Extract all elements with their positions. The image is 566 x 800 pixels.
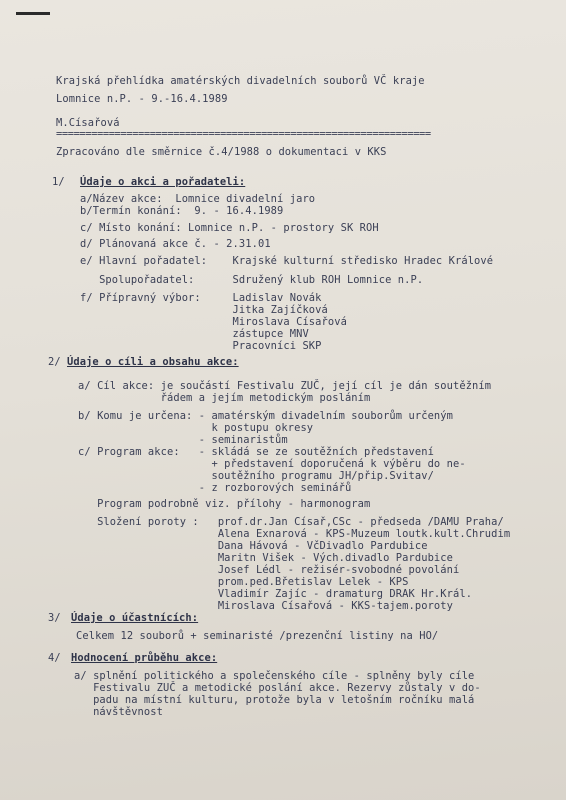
section1-number: 1/ bbox=[52, 176, 65, 188]
section1-line: e/ Hlavní pořadatel: Krajské kulturní středisko Hradec Králové bbox=[80, 255, 494, 267]
section4-number: 4/ bbox=[48, 652, 61, 664]
section2-line: prom.ped.Břetislav Lelek - KPS bbox=[78, 576, 409, 588]
section2-line: Dana Hávová - VčDivadlo Pardubice bbox=[78, 540, 428, 552]
section1-heading: Údaje o akci a pořadateli: bbox=[80, 176, 246, 188]
section1-line: Miroslava Císařová bbox=[80, 316, 347, 328]
section2-line: - z rozborových seminářů bbox=[78, 482, 352, 494]
section2-number: 2/ bbox=[48, 356, 61, 368]
section2-line: k postupu okresy bbox=[78, 422, 314, 434]
section2-line: Program podrobně viz. přílohy - harmonogram bbox=[78, 498, 371, 510]
section1-line: d/ Plánovaná akce č. - 2.31.01 bbox=[80, 238, 271, 250]
section3-number: 3/ bbox=[48, 612, 61, 624]
section4-line: návštěvnost bbox=[74, 706, 163, 718]
section3-line: Celkem 12 souborů + seminaristé /prezenční listiny na HO/ bbox=[76, 630, 439, 642]
directive-note: Zpracováno dle směrnice č.4/1988 o dokumentaci v KKS bbox=[56, 146, 387, 158]
section1-line: Spolupořadatel: Sdružený klub ROH Lomnice n.P. bbox=[80, 274, 424, 286]
section2-line: řádem a jejím metodickým posláním bbox=[78, 392, 371, 404]
section1-line: Pracovníci SKP bbox=[80, 340, 322, 352]
section2-line: a/ Cíl akce: je součástí Festivalu ZUČ, její cíl je dán soutěžním bbox=[78, 380, 492, 392]
section3-heading: Údaje o účastnících: bbox=[71, 612, 199, 624]
author-name: M.Císařová bbox=[56, 117, 120, 129]
section2-line: soutěžního programu JH/přip.Svitav/ bbox=[78, 470, 434, 482]
section1-line: a/Název akce: Lomnice divadelní jaro bbox=[80, 193, 316, 205]
section2-line: Složení poroty : prof.dr.Jan Císař,CSc - předseda /DAMU Praha/ bbox=[78, 516, 504, 528]
section2-line: Vladimír Zajíc - dramaturg DRAK Hr.Král. bbox=[78, 588, 473, 600]
section2-heading: Údaje o cíli a obsahu akce: bbox=[67, 356, 239, 368]
section1-line: f/ Přípravný výbor: Ladislav Novák bbox=[80, 292, 322, 304]
pen-dash-mark bbox=[16, 12, 50, 15]
section2-line: Miroslava Císařová - KKS-tajem.poroty bbox=[78, 600, 453, 612]
section4-line: Festivalu ZUČ a metodické poslání akce. Rezervy zůstaly v do- bbox=[74, 682, 481, 694]
separator-line: ================================================================ bbox=[56, 128, 431, 140]
section4-heading: Hodnocení průběhu akce: bbox=[71, 652, 218, 664]
section4-line: padu na místní kulturu, protože byla v letošním ročníku malá bbox=[74, 694, 475, 706]
section1-line: b/Termín konání: 9. - 16.4.1989 bbox=[80, 205, 284, 217]
section2-line: + představení doporučená k výběru do ne- bbox=[78, 458, 466, 470]
section1-line: Jitka Zajíčková bbox=[80, 304, 328, 316]
section2-line: - seminaristům bbox=[78, 434, 288, 446]
section2-line: Maritn Višek - Vých.divadlo Pardubice bbox=[78, 552, 453, 564]
section2-line: b/ Komu je určena: - amatérským divadelním souborům určeným bbox=[78, 410, 453, 422]
header-title: Krajská přehlídka amatérských divadelních souborů VČ kraje bbox=[56, 75, 425, 87]
section2-line: Josef Lédl - režisér-svobodné povolání bbox=[78, 564, 460, 576]
section2-line: Alena Exnarová - KPS-Muzeum loutk.kult.Chrudim bbox=[78, 528, 511, 540]
header-place-date: Lomnice n.P. - 9.-16.4.1989 bbox=[56, 93, 228, 105]
section2-line: c/ Program akce: - skládá se ze soutěžních představení bbox=[78, 446, 434, 458]
section1-line: zástupce MNV bbox=[80, 328, 309, 340]
section4-line: a/ splnění politického a společenského cíle - splněny byly cíle bbox=[74, 670, 475, 682]
section1-line: c/ Místo konání: Lomnice n.P. - prostory SK ROH bbox=[80, 222, 379, 234]
